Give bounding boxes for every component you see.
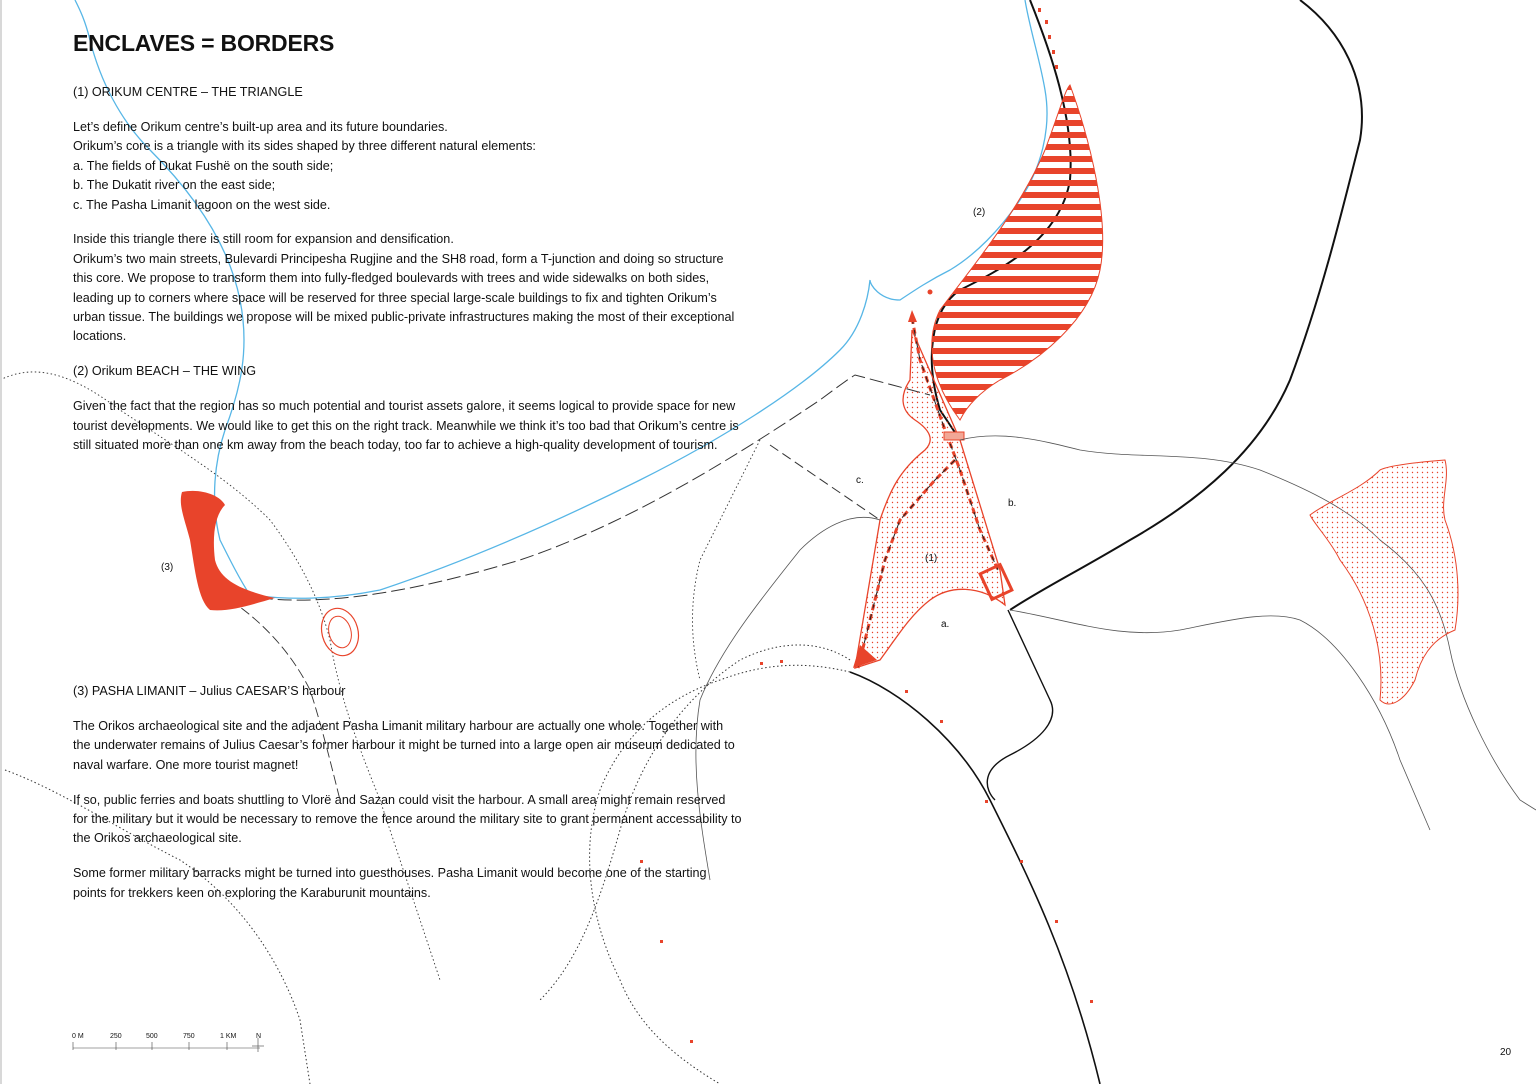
section-pasha-limanit: [73, 682, 773, 919]
scale-bar: [70, 1028, 270, 1058]
text-line: naval warfare. One more tourist magnet!: [73, 757, 299, 772]
east-area: [1310, 460, 1458, 704]
river-south: [1010, 610, 1430, 830]
paragraph: [73, 397, 773, 455]
text-line: leading up to corners where space will be reserved for three special large-scale buildings to fix and tighten Orikum’s: [73, 290, 717, 305]
archaeological-site-inner: [325, 614, 355, 651]
paragraph: [73, 791, 773, 849]
text-line: a. The fields of Dukat Fushë on the south side;: [73, 158, 334, 173]
map-label-side-a: a.: [941, 619, 950, 630]
section-heading: (1) ORIKUM CENTRE – THE TRIANGLE: [73, 85, 303, 99]
scale-tick-label: 500: [146, 1033, 158, 1040]
paragraph: [73, 717, 773, 775]
paragraph: [73, 118, 773, 215]
paragraph: [73, 864, 773, 903]
page-title: ENCLAVES = BORDERS: [73, 30, 335, 56]
map-label-side-b: b.: [1008, 498, 1017, 509]
map-label-harbour: (3): [161, 562, 174, 573]
text-line: the Orikos archaeological site.: [73, 831, 242, 846]
triangle-corner-n: [908, 310, 917, 322]
text-line: this core. We propose to transform them into fully-fledged boulevards with trees and wide sidewalks on both sides,: [73, 271, 710, 286]
text-line: Given the fact that the region has so much potential and tourist assets galore, it seems logical to provide space for new: [73, 399, 736, 414]
scale-bar-graphic: [70, 1028, 270, 1058]
north-arrow-label: N: [256, 1033, 262, 1040]
archaeological-site: [316, 604, 363, 660]
text-line: b. The Dukatit river on the east side;: [73, 178, 276, 193]
text-line: Inside this triangle there is still room for expansion and densification.: [73, 232, 454, 247]
text-line: The Orikos archaeological site and the adjacent Pasha Limanit military harbour are actually one whole. Together with: [73, 718, 724, 733]
text-line: the underwater remains of Julius Caesar’s former harbour it might be turned into a large open air museum dedicated to: [73, 738, 735, 753]
scale-tick-label: 250: [110, 1033, 122, 1040]
text-line: Orikum’s two main streets, Bulevardi Principesha Rugjine and the SH8 road, form a T-junction and doing so structure: [73, 251, 724, 266]
text-line: Let’s define Orikum centre’s built-up area and its future boundaries.: [73, 119, 448, 134]
map-label-triangle: (1): [925, 553, 938, 564]
text-line: points for trekkers keen on exploring the Karaburunit mountains.: [73, 885, 431, 900]
south-road: [850, 672, 1100, 1084]
text-line: tourist developments. We would like to get this on the right track. Meanwhile we think it’s too bad that Orikum’s centre is: [73, 418, 739, 433]
wing-area: [932, 85, 1103, 420]
scale-tick-label: 750: [183, 1033, 195, 1040]
section-heading: (2) Orikum BEACH – THE WING: [73, 364, 257, 379]
map-label-wing: (2): [973, 207, 986, 218]
trail-5: [693, 440, 761, 680]
map-label-side-c: c.: [856, 475, 864, 486]
text-line: Orikum’s core is a triangle with its sides shaped by three different natural elements:: [73, 139, 536, 154]
text-line: for the military but it would be necessary to remove the fence around the military site to grant permanent accessability to: [73, 812, 742, 827]
section-heading: (3) PASHA LIMANIT – Julius CAESAR’S harbour: [73, 684, 346, 698]
text-line: If so, public ferries and boats shuttling to Vlorë and Sazan could visit the harbour. A small area might remain reserved: [73, 792, 726, 807]
page-edge: [0, 0, 2, 1084]
scale-tick-label: 1 KM: [220, 1033, 237, 1040]
text-line: Some former military barracks might be turned into guesthouses. Pasha Limanit would become one of the starting: [73, 866, 707, 881]
text-line: c. The Pasha Limanit lagoon on the west side.: [73, 197, 331, 212]
connector-road: [987, 610, 1052, 800]
page-number: 20: [1500, 1047, 1512, 1058]
scale-tick-label: 0 M: [72, 1033, 84, 1040]
text-line: still situated more than one km away from the beach today, too far to achieve a high-quality development of tourism.: [73, 438, 718, 453]
paragraph: [73, 230, 773, 346]
bridge: [944, 432, 964, 440]
text-line: locations.: [73, 329, 127, 344]
harbour-area: [181, 491, 275, 610]
text-line: urban tissue. The buildings we propose will be mixed public-private infrastructures making the most of their exceptional: [73, 310, 735, 325]
section-orikum-centre: [73, 83, 773, 471]
